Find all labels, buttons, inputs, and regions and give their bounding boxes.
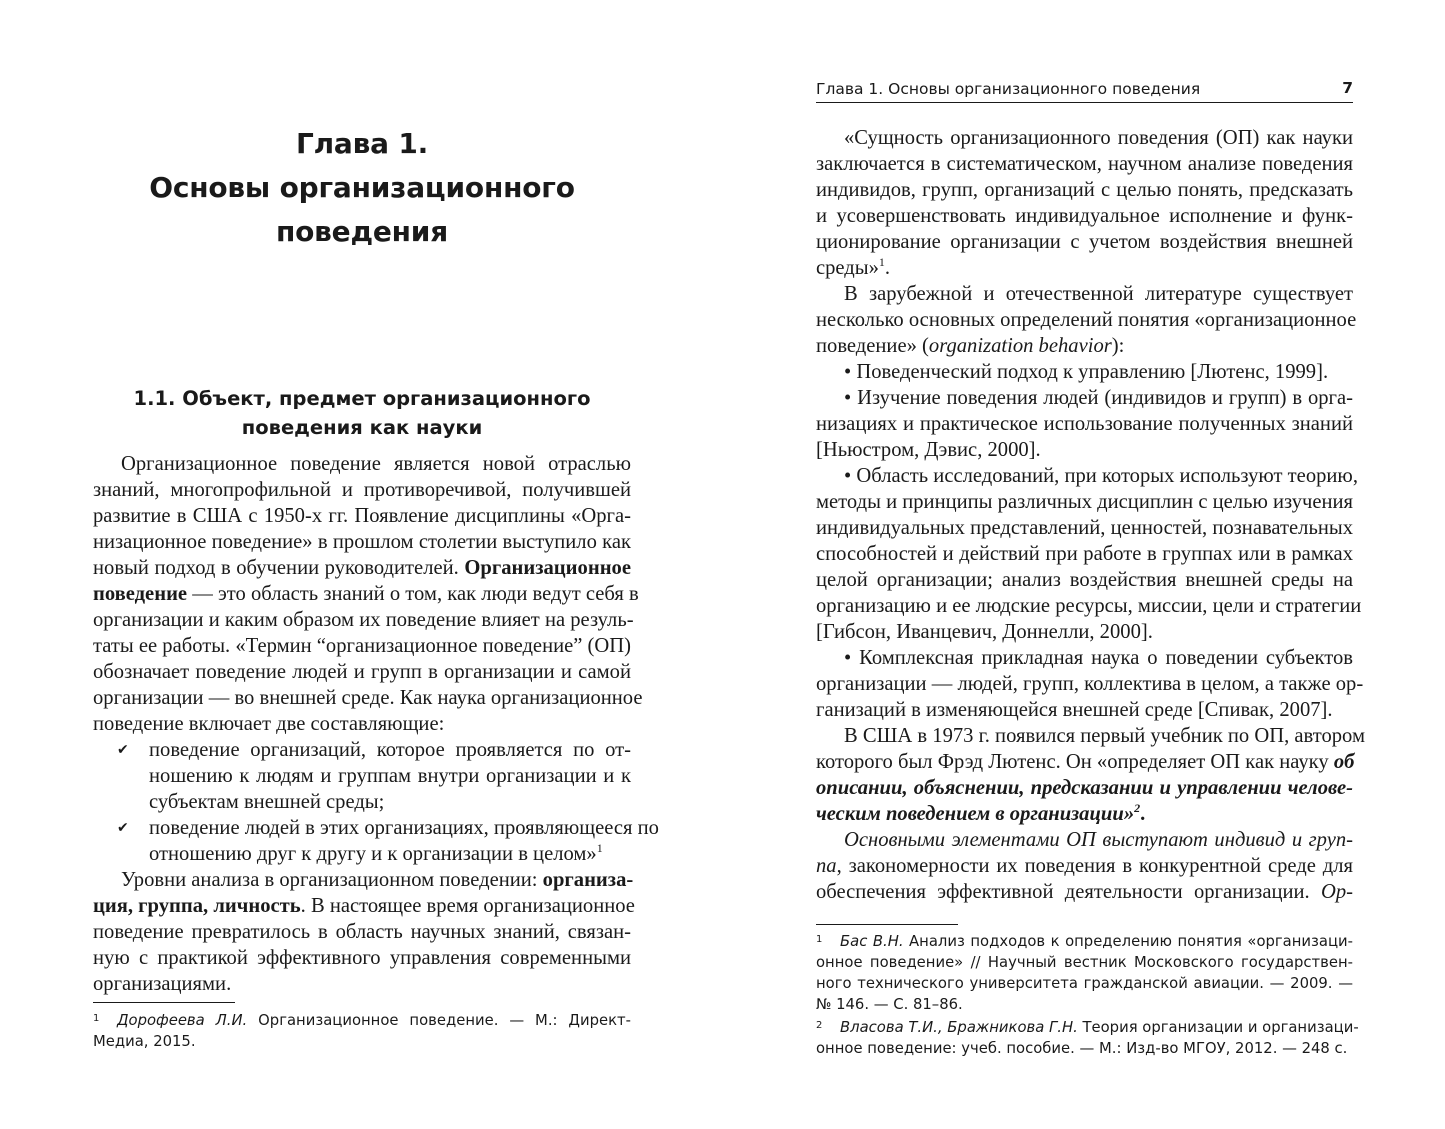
running-head	[816, 78, 1353, 103]
text-line: индивидуальных представлений, ценностей, познавательных	[816, 517, 1353, 539]
text-line: среды»$^1$.	[816, 255, 891, 279]
text-line: ганизаций в изменяющейся внешней среде [Спивак, 2007].	[816, 699, 1333, 721]
paragraph	[816, 723, 1365, 827]
text-line: Организационное поведение является новой отраслью	[121, 453, 631, 475]
text-line: и усовершенствовать индивидуальное исполнение и функ-	[816, 205, 1353, 227]
text-run: отношению друг к другу и к организации в целом»	[149, 843, 597, 865]
section-title-line: поведения как науки	[241, 416, 483, 439]
footnote-number: 1	[93, 1013, 100, 1024]
text-line: • Изучение поведения людей (индивидов и групп) в орга-	[844, 387, 1353, 409]
text-line: низациях и практическое использование полученных знаний	[816, 413, 1353, 435]
text-run: Организационное поведение. — М.: Директ-	[247, 1012, 631, 1029]
text-line	[93, 867, 634, 893]
text-line: организациями.	[93, 973, 232, 995]
paragraph	[93, 451, 643, 737]
footnote-line	[816, 1015, 1359, 1038]
italic-term: Ор-	[1320, 881, 1353, 903]
text-line: ношению к людям и группам внутри организации и к	[149, 765, 631, 787]
footnote-line: онное поведение» // Научный вестник Московского государствен-	[816, 954, 1353, 971]
bold-italic-term: об	[1333, 751, 1355, 773]
chapter-title-line: поведения	[275, 215, 449, 248]
footnote-rule	[93, 1002, 235, 1003]
page-number: 7	[1342, 79, 1353, 97]
text-line: ную с практикой эффективного управления современными	[93, 947, 631, 969]
bullet-item	[816, 645, 1364, 723]
footnote-line: Медиа, 2015.	[93, 1033, 196, 1050]
text-line	[816, 879, 1353, 905]
footnote-number: 2	[816, 1020, 823, 1031]
text-run: поведение» (	[816, 335, 929, 357]
text-line: В США в 1973 г. появился первый учебник по ОП, автором	[844, 725, 1365, 747]
italic-term: па	[816, 855, 837, 877]
text-line: поведение включает две составляющие:	[93, 713, 445, 735]
italic-term: Основными элементами ОП выступают индивид и груп-	[844, 829, 1353, 851]
text-line: организации — людей, групп, коллектива в целом, а также ор-	[816, 673, 1364, 695]
footnote-line	[816, 929, 1353, 952]
text-line	[816, 333, 1353, 359]
footnote-ref: 2	[1134, 801, 1141, 816]
text-run: Анализ подходов к определению понятия «организаци-	[903, 933, 1353, 950]
text-line	[816, 827, 1353, 853]
text-line	[149, 841, 631, 867]
bullet-item	[816, 385, 1353, 463]
bold-term: организа-	[542, 869, 634, 891]
check-list-item	[93, 815, 659, 867]
check-mark-icon: ✔	[117, 742, 129, 758]
footnote-line: № 146. — С. 81–86.	[816, 996, 963, 1013]
text-line	[816, 853, 1353, 879]
text-line: поведение превратилось в область научных знаний, связан-	[93, 921, 631, 943]
check-mark-icon: ✔	[117, 820, 129, 836]
footnote-ref: 1	[596, 841, 603, 856]
running-head-title: Глава 1. Основы организационного поведения	[816, 80, 1201, 98]
text-line: несколько основных определений понятия «организационное	[816, 309, 1357, 331]
bullet-item	[816, 359, 1353, 385]
text-line: обозначает поведение людей и групп в организации и самой	[93, 661, 631, 683]
text-run: Теория организации и организаци-	[1077, 1019, 1359, 1036]
text-line: [Гибсон, Иванцевич, Доннелли, 2000].	[816, 621, 1153, 643]
bullet-item	[816, 463, 1362, 645]
text-run: .	[1140, 803, 1146, 825]
text-line: методы и принципы различных дисциплин с целью изучения	[816, 491, 1354, 513]
bold-italic-term: ческим поведением в организации»	[816, 803, 1135, 825]
footnote-line: онное поведение: учеб. пособие. — М.: Изд-во МГОУ, 2012. — 248 с.	[816, 1040, 1348, 1057]
text-run: ):	[1111, 335, 1125, 357]
footnotes	[93, 1008, 631, 1052]
text-run: среды»	[816, 257, 879, 279]
text-line: организации — во внешней среде. Как наука организационное	[93, 687, 643, 709]
right-body	[816, 125, 1365, 905]
left-body	[93, 451, 659, 997]
text-line	[816, 749, 1353, 775]
text-line: целой организации; анализ воздействия внешней среды на	[816, 569, 1353, 591]
text-line: развитие в США с 1950-х гг. Появление дисциплины «Орга-	[93, 505, 631, 527]
text-line: организацию и ее людские ресурсы, миссии, цели и стратегии	[816, 595, 1362, 617]
text-line	[93, 581, 639, 607]
text-line	[816, 775, 1353, 801]
text-run: новый подход в обучении руководителей.	[93, 557, 459, 579]
text-line: низационное поведение» в прошлом столетии выступило как	[93, 531, 631, 553]
right-page	[816, 0, 1365, 1129]
text-run: , закономерности их поведения в конкурентной среде для	[836, 855, 1353, 877]
footnote-number: 1	[816, 934, 823, 945]
footnote-author: Бас В.Н.	[840, 933, 904, 950]
paragraph	[816, 827, 1353, 905]
chapter-title	[93, 122, 631, 254]
text-line: [Ньюстром, Дэвис, 2000].	[816, 439, 1041, 461]
footnotes	[816, 929, 1359, 1059]
paragraph	[93, 867, 635, 997]
text-line: организации и каким образом их поведение влияет на резуль-	[93, 609, 634, 631]
text-run: . В настоящее время организационное	[300, 895, 635, 917]
footnote-author: Дорофеева Л.И.	[117, 1012, 248, 1029]
paragraph	[816, 281, 1357, 359]
text-line: поведение организаций, которое проявляется по от-	[149, 739, 631, 761]
text-line: «Сущность организационного поведения (ОП) как науки	[844, 127, 1353, 149]
paragraph	[816, 125, 1353, 281]
text-line: • Комплексная прикладная наука о поведении субъектов	[844, 647, 1353, 669]
text-line	[93, 555, 631, 581]
text-line: поведение людей в этих организациях, проявляющееся по	[149, 817, 659, 839]
section-title	[93, 384, 631, 442]
text-run: которого был Фрэд Лютенс. Он «определяет ОП как науку	[816, 751, 1329, 773]
text-line: заключается в систематическом, научном анализе поведения	[816, 153, 1353, 175]
bold-term: ция, группа, личность	[93, 895, 301, 917]
left-page	[93, 0, 659, 1129]
text-line: ционирование организации с учетом воздействия внешней	[816, 231, 1353, 253]
text-line: знаний, многопрофильной и противоречивой, получившей	[93, 479, 631, 501]
footnote-line: ного технического университета гражданской авиации. — 2009. —	[816, 975, 1353, 992]
text-run: — это область знаний о том, как люди ведут себя в	[187, 583, 639, 605]
text-line: • Поведенческий подход к управлению [Лютенс, 1999].	[844, 361, 1329, 383]
footnote-author: Власова Т.И., Бражникова Г.Н.	[840, 1019, 1078, 1036]
footnote-rule	[816, 924, 958, 925]
chapter-title-line: Глава 1.	[295, 127, 429, 160]
footnote-line	[93, 1008, 631, 1031]
text-run: обеспечения эффективной деятельности организации.	[816, 881, 1310, 903]
footnote-ref: 1	[878, 255, 885, 270]
bold-term: Организационное	[464, 557, 631, 579]
text-line	[93, 893, 635, 919]
chapter-title-line: Основы организационного	[149, 171, 575, 204]
text-line: • Область исследований, при которых используют теорию,	[844, 465, 1358, 487]
text-line	[816, 801, 1353, 827]
text-line: способностей и действий при работе в группах или в рамках	[816, 543, 1353, 565]
text-line: субъектам внешней среды;	[149, 791, 385, 813]
bold-term: поведение	[93, 583, 188, 605]
section-title-line: 1.1. Объект, предмет организационного	[133, 387, 591, 410]
bold-italic-term: описании, объяснении, предсказании и управлении челове-	[816, 777, 1353, 799]
italic-term: organization behavior	[928, 335, 1112, 357]
text-line: индивидов, групп, организаций с целью понять, предсказать	[816, 179, 1353, 201]
check-list-item	[93, 737, 631, 815]
text-line: В зарубежной и отечественной литературе существует	[844, 283, 1353, 305]
text-line: таты ее работы. «Термин “организационное поведение” (ОП)	[93, 635, 631, 657]
text-run: Уровни анализа в организационном поведении:	[121, 869, 538, 891]
